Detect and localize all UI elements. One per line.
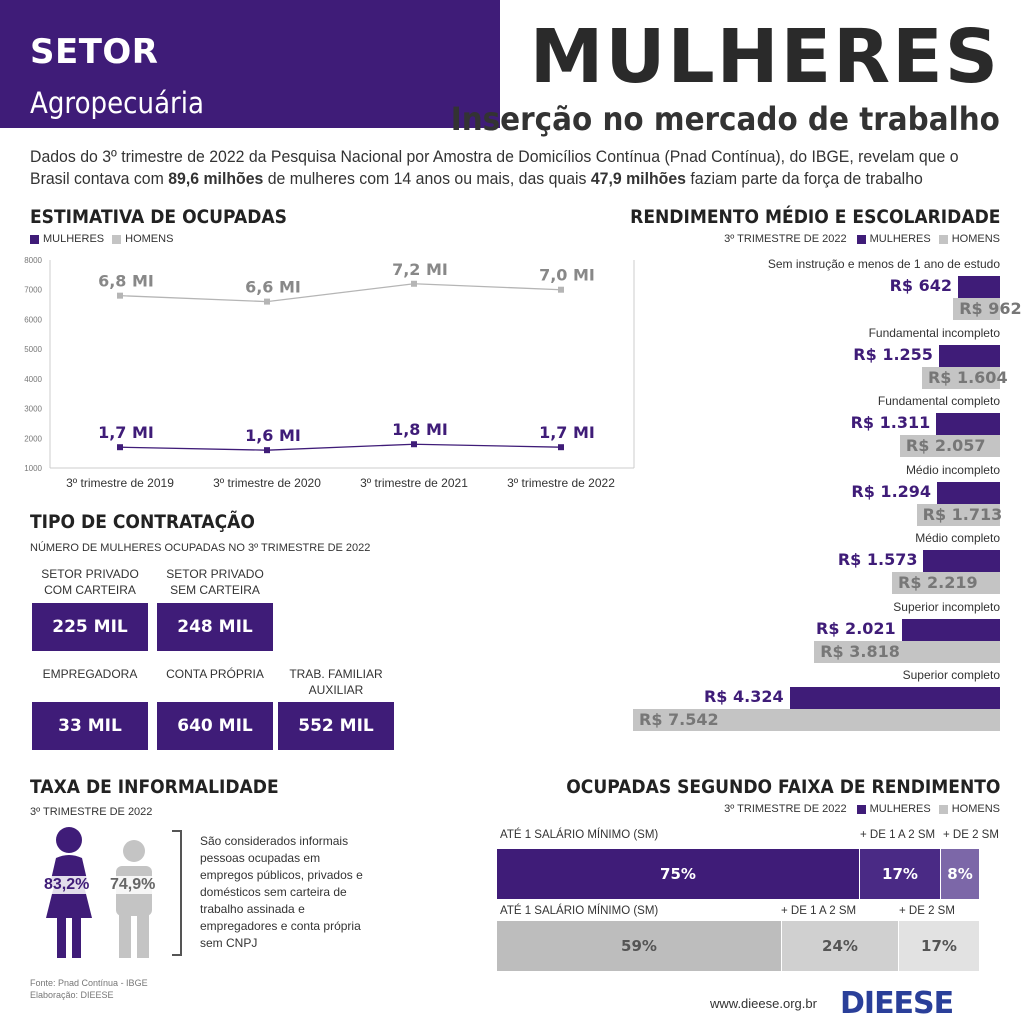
faixa-men-seg-3: 17%	[899, 921, 979, 971]
faixa-legend	[724, 803, 1000, 815]
legend-women-label: MULHERES	[869, 803, 931, 815]
faixa-women-seg-1: 75%	[497, 849, 859, 899]
footer-source	[30, 977, 148, 1001]
contratacao-title: TIPO DE CONTRATAÇÃO	[30, 511, 255, 533]
rend-value-men: R$ 3.818	[820, 641, 900, 661]
informality-women: 83,2%	[44, 876, 90, 893]
faixa-women-label-3: + DE 2 SM	[943, 829, 999, 841]
data-point	[411, 281, 417, 287]
data-point	[264, 299, 270, 305]
legend-women-label: MULHERES	[869, 233, 931, 245]
legend-men-swatch	[112, 235, 121, 244]
data-label: 7,2 MI	[392, 259, 448, 279]
man-figure-icon	[108, 840, 160, 960]
intro-part1: Dados do 3º trimestre de 2022 da Pesquisa Nacional por Amostra de Domicílios Contínua (Pnad Contínua), do IBGE, revelam que o Brasil contava com	[30, 148, 959, 188]
y-tick-label: 1000	[24, 464, 42, 473]
data-label: 1,6 MI	[245, 426, 301, 446]
informalidade-period: 3º TRIMESTRE DE 2022	[30, 806, 153, 818]
rend-category: Médio incompleto	[905, 462, 1000, 477]
faixa-period: 3º TRIMESTRE DE 2022	[724, 803, 847, 815]
bracket-divider	[172, 830, 182, 956]
rend-value-men: R$ 2.057	[905, 436, 986, 455]
rend-category: Superior completo	[902, 668, 1000, 682]
data-point	[117, 293, 123, 299]
series-line-men	[120, 284, 561, 302]
faixa-men-label-3: + DE 2 SM	[899, 905, 955, 917]
rend-category: Fundamental completo	[877, 394, 1000, 408]
faixa-men-label-2: + DE 1 A 2 SM	[781, 905, 857, 917]
data-point	[558, 444, 564, 450]
legend-women-label: MULHERES	[43, 233, 105, 245]
contract-label-1: SETOR PRIVADO COM CARTEIRA	[41, 567, 139, 597]
contract-value-4: 640 MIL	[157, 702, 273, 750]
ocupadas-legend	[30, 233, 173, 245]
faixa-men-seg-2: 24%	[782, 921, 898, 971]
sector-label: SETOR	[30, 32, 159, 72]
y-tick-label: 6000	[24, 315, 42, 325]
rend-category: Superior incompleto	[893, 599, 1000, 614]
rend-bar-women	[958, 276, 1000, 298]
rend-bar-women	[902, 619, 1000, 641]
rend-value-women: R$ 4.324	[703, 687, 784, 706]
y-tick-label: 5000	[24, 345, 42, 355]
rend-value-women: R$ 1.255	[853, 344, 933, 364]
rend-value-men: R$ 1.604	[927, 367, 1008, 387]
rend-bar-women	[936, 413, 1000, 435]
faixa-men-label-1: ATÉ 1 SALÁRIO MÍNIMO (SM)	[500, 905, 659, 917]
intro-bold2: 47,9 milhões	[590, 170, 686, 188]
legend-men-label: HOMENS	[951, 803, 1000, 815]
ocupadas-line-chart	[22, 252, 642, 497]
rend-value-men: R$ 2.219	[898, 573, 978, 592]
rend-bar-women	[937, 482, 1000, 504]
sector-name: Agropecuária	[30, 86, 205, 120]
faixa-women-seg-3: 8%	[941, 849, 979, 899]
data-point	[558, 287, 564, 293]
contract-label-3: EMPREGADORA	[42, 667, 138, 681]
contract-label-5: TRAB. FAMILIAR AUXILIAR	[289, 667, 383, 697]
rend-value-women: R$ 1.573	[837, 550, 918, 569]
x-tick-label: 3º trimestre de 2020	[213, 476, 321, 490]
y-tick-label: 7000	[24, 285, 42, 295]
rend-value-men: R$ 7.542	[639, 710, 719, 729]
source-text: Fonte: Pnad Contínua - IBGE	[30, 978, 148, 988]
ocupadas-title: ESTIMATIVA DE OCUPADAS	[30, 206, 287, 228]
site-link[interactable]: www.dieese.org.br	[710, 996, 817, 1011]
rendimento-title: RENDIMENTO MÉDIO E ESCOLARIDADE	[629, 206, 1000, 228]
rend-value-women: R$ 2.021	[816, 618, 896, 638]
contract-label-4: CONTA PRÓPRIA	[166, 667, 264, 681]
legend-women-swatch	[30, 235, 39, 244]
faixa-title: OCUPADAS SEGUNDO FAIXA DE RENDIMENTO	[565, 776, 1000, 798]
data-point	[411, 441, 417, 447]
faixa-women-seg-2: 17%	[860, 849, 940, 899]
dieese-logo: DIEESE	[840, 986, 954, 1021]
legend-women-swatch	[857, 235, 866, 244]
y-tick-label: 4000	[24, 374, 42, 384]
data-label: 6,8 MI	[98, 271, 154, 291]
intro-bold1: 89,6 milhões	[168, 170, 264, 188]
series-line-women	[120, 444, 561, 450]
legend-men-swatch	[939, 805, 948, 814]
data-point	[264, 447, 270, 453]
contratacao-subtitle: NÚMERO DE MULHERES OCUPADAS NO 3º TRIMESTRE DE 2022	[30, 542, 371, 554]
rend-value-men: R$ 1.713	[922, 504, 1003, 524]
rend-value-women: R$ 1.294	[851, 481, 932, 501]
y-tick-label: 8000	[24, 256, 42, 265]
page-title: MULHERES	[529, 14, 1000, 100]
rendimento-legend	[724, 233, 1000, 245]
y-tick-label: 3000	[24, 404, 42, 414]
rend-category: Médio completo	[915, 531, 1000, 545]
rendimento-period: 3º TRIMESTRE DE 2022	[724, 233, 847, 245]
rend-bar-women	[939, 345, 1000, 367]
rend-value-women: R$ 642	[889, 276, 952, 295]
elaboration-text: Elaboração: DIEESE	[30, 990, 114, 1000]
data-point	[117, 444, 123, 450]
rend-bar-women	[790, 687, 1000, 709]
page-subtitle: Inserção no mercado de trabalho	[450, 100, 1000, 138]
intro-text	[30, 146, 971, 190]
rend-bar-women	[923, 550, 1000, 572]
informality-men: 74,9%	[110, 876, 156, 893]
rend-value-men: R$ 962	[959, 299, 1022, 318]
contract-label-2: SETOR PRIVADO SEM CARTEIRA	[166, 567, 264, 597]
rend-category: Fundamental incompleto	[868, 325, 1000, 340]
intro-part2: de mulheres com 14 anos ou mais, das quais	[263, 170, 591, 188]
y-tick-label: 2000	[24, 434, 42, 444]
informality-note: São considerados informais pessoas ocupadas em empregos públicos, privados e domésticos sem carteira de trabalho assinada e empregadores e conta própria sem CNPJ	[200, 834, 363, 950]
data-label: 1,8 MI	[392, 420, 448, 440]
data-label: 7,0 MI	[539, 265, 595, 285]
contract-value-2: 248 MIL	[157, 603, 273, 651]
contract-value-5: 552 MIL	[278, 702, 394, 750]
informalidade-title: TAXA DE INFORMALIDADE	[30, 776, 279, 798]
legend-men-label: HOMENS	[951, 233, 1000, 245]
faixa-men-seg-1: 59%	[497, 921, 781, 971]
x-tick-label: 3º trimestre de 2021	[360, 476, 468, 490]
rend-value-women: R$ 1.311	[850, 413, 931, 432]
rend-category: Sem instrução e menos de 1 ano de estudo	[767, 257, 1000, 271]
faixa-women-label-2: + DE 1 A 2 SM	[860, 829, 936, 841]
data-label: 6,6 MI	[245, 277, 301, 297]
legend-men-swatch	[939, 235, 948, 244]
faixa-women-label-1: ATÉ 1 SALÁRIO MÍNIMO (SM)	[500, 829, 659, 841]
contract-value-3: 33 MIL	[32, 702, 148, 750]
data-label: 1,7 MI	[98, 423, 154, 443]
intro-part3: faziam parte da força de trabalho	[685, 170, 923, 188]
contract-value-1: 225 MIL	[32, 603, 148, 651]
legend-men-label: HOMENS	[125, 233, 174, 245]
x-tick-label: 3º trimestre de 2019	[66, 476, 174, 490]
legend-women-swatch	[857, 805, 866, 814]
data-label: 1,7 MI	[539, 423, 595, 443]
x-tick-label: 3º trimestre de 2022	[507, 476, 615, 490]
